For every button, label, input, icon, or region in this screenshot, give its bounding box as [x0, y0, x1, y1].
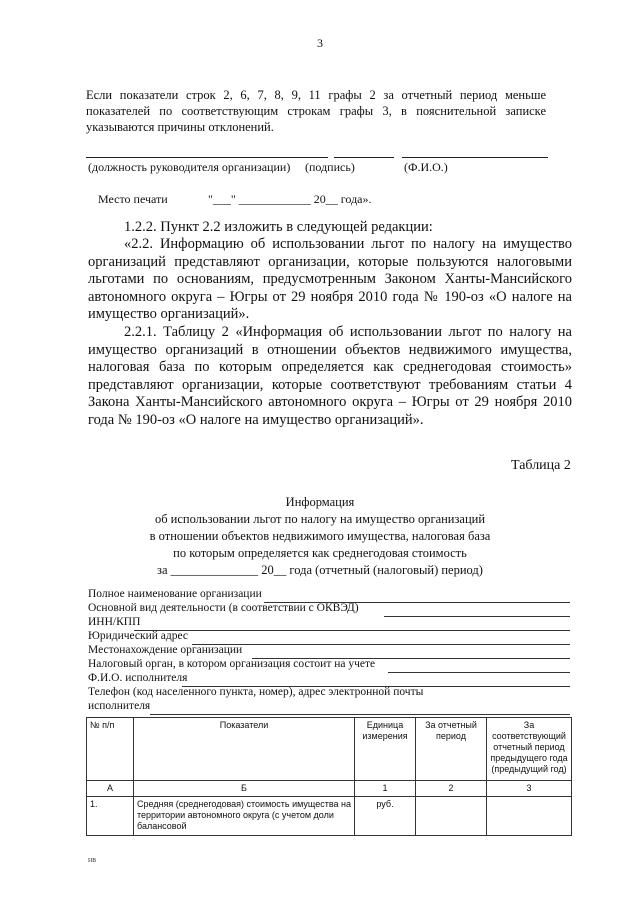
- position-label: (должность руководителя организации): [88, 160, 291, 174]
- form-field-executor-contact: [88, 700, 570, 716]
- index-cell: Б: [134, 781, 355, 797]
- intro-paragraph: Если показатели строк 2, 6, 7, 8, 9, 11 графы 2 за отчетный период меньше показателей по соответствующим строкам графы 3, в пояснительной записке указываются причины отклонений.: [86, 88, 546, 134]
- title-line-4: по которым определяется как среднегодовая стоимость: [173, 546, 467, 560]
- table-label: Таблица 2: [511, 458, 571, 473]
- form-field-label: Налоговый орган, в котором организация состоит на учете: [88, 658, 376, 670]
- table-cell: [416, 797, 487, 836]
- table-cell: 1.: [87, 797, 134, 836]
- header-cell-current: За отчетный период: [416, 718, 487, 781]
- title-line-3: в отношении объектов недвижимого имущества, налоговая база: [149, 529, 491, 543]
- title-line-5: за ______________ 20__ года (отчетный (налоговый) период): [157, 563, 483, 577]
- index-cell: А: [87, 781, 134, 797]
- title-line-1: Информация: [285, 495, 355, 509]
- data-table: [86, 717, 572, 836]
- stamp-date: "___" ____________ 20__ года».: [208, 192, 372, 206]
- clause-2-2: «2.2. Информацию об использовании льгот по налогу на имущество организаций представляют организации, которые пользуются налоговыми льготами по основаниям, предусмотренным Законом Ханты-Мансийского автономного округа – Югры от 29 ноября 2010 года № 190-оз «О налоге на имущество организаций».: [88, 236, 572, 322]
- form-field-label: Полное наименование организации: [88, 588, 262, 600]
- title-line-2: об использовании льгот по налогу на имущество организаций: [154, 512, 486, 526]
- signature-label: (подпись): [305, 160, 355, 174]
- form-field-label: Юридический адрес: [88, 630, 188, 642]
- form-field-label: Ф.И.О. исполнителя: [88, 672, 188, 684]
- form-field-label: исполнителя: [88, 700, 151, 712]
- clause-1-2-2: 1.2.2. Пункт 2.2 изложить в следующей редакции:: [124, 219, 433, 235]
- header-cell-previous: За соответствующий отчетный период предыдущего года (предыдущий год): [487, 718, 572, 781]
- title-block: [0, 494, 640, 579]
- name-label: (Ф.И.О.): [404, 160, 448, 174]
- clause-2-2-1: 2.2.1. Таблицу 2 «Информация об использовании льгот по налогу на имущество организаций в отношении объектов недвижимого имущества, налоговая база по которым определяется как среднегодовая стоимость» представляют организации, которые соответствуют требованиям статьи 4 Закона Ханты-Мансийского автономного округа – Югры от 29 ноября 2010 года № 190-оз «О налоге на имущество организаций».: [88, 324, 572, 428]
- table-index-row: [87, 781, 572, 797]
- footer-mark: нв: [88, 855, 97, 864]
- page-number: 3: [317, 36, 323, 50]
- table-header-row: [87, 718, 572, 781]
- stamp-label: Место печати: [98, 192, 168, 206]
- form-field-label: ИНН/КПП: [88, 616, 141, 628]
- header-cell-indicators: Показатели: [134, 718, 355, 781]
- index-cell: 3: [487, 781, 572, 797]
- table-row: [87, 797, 572, 836]
- signature-line-signature: [334, 157, 394, 158]
- form-field-label: Местонахождение организации: [88, 644, 243, 656]
- table-cell: руб.: [355, 797, 416, 836]
- signature-line-position: [86, 157, 328, 158]
- index-cell: 1: [355, 781, 416, 797]
- table-cell: [487, 797, 572, 836]
- header-cell-unit: Единица измерения: [355, 718, 416, 781]
- form-field-label: Телефон (код населенного пункта, номер), адрес электронной почты: [88, 686, 424, 698]
- form-field-label: Основной вид деятельности (в соответствии с ОКВЭД): [88, 602, 359, 614]
- table-cell: Средняя (среднегодовая) стоимость имущества на территории автономного округа (с учетом доли балансовой: [134, 797, 355, 836]
- signature-line-name: [402, 157, 548, 158]
- header-cell-number: № п/п: [87, 718, 134, 781]
- index-cell: 2: [416, 781, 487, 797]
